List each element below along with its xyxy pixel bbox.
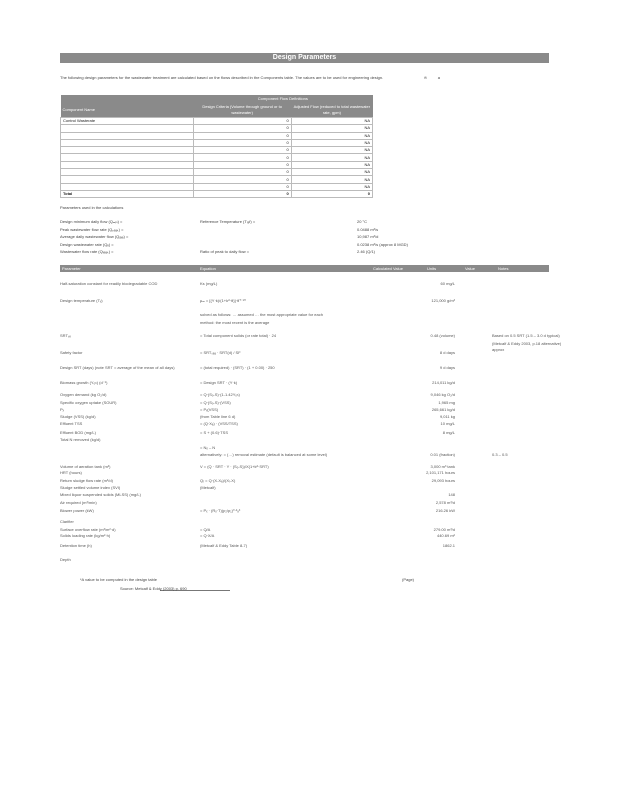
table-cell[interactable]: 0	[193, 169, 291, 176]
calc-label: Design wastewater rate (Qₑ) =	[60, 241, 114, 247]
parameter-cell-p: Detention time (h)	[60, 543, 92, 548]
table-row	[61, 125, 373, 132]
hdr-notes: Notes	[498, 266, 509, 271]
parameter-cell-v[interactable]: 60 mg/L	[440, 281, 455, 286]
parameter-cell-n: approx	[492, 347, 505, 352]
parameter-cell-e: (Metcalf)	[200, 485, 216, 490]
table-cell[interactable]: NA	[291, 169, 372, 176]
parameter-cell-p: Solids loading rate (kg/m²·h)	[60, 533, 111, 538]
parameter-cell-n: (Metcalf & Eddy 2003, p.18 alternative)	[492, 341, 562, 346]
parameter-cell-p: Half-saturation constant for readily biodegradable COD	[60, 281, 158, 286]
parameter-cell-v[interactable]: 0.01 (fraction)	[430, 452, 455, 457]
table-cell[interactable]: NA	[291, 147, 372, 154]
parameter-cell-v[interactable]: 10 mg/L	[440, 421, 455, 426]
parameter-cell-e: (Metcalf & Eddy Table 8-7)	[200, 543, 248, 548]
table-cell[interactable]: NA	[291, 154, 372, 161]
parameter-cell-p: Blower power (kW)	[60, 508, 94, 513]
calc-heading: Parameters used in the calculations	[60, 205, 124, 210]
parameter-cell-p: Clarifier	[60, 519, 74, 524]
table-row	[61, 183, 373, 190]
table-cell[interactable]	[61, 154, 194, 161]
footer-source: Source: Metcalf & Eddy (2003) p. 690	[120, 586, 187, 591]
parameter-cell-p: Design temperature (Tᵥ)	[60, 298, 103, 303]
intro-text	[60, 75, 549, 80]
parameter-cell-v[interactable]: 148	[448, 492, 455, 497]
parameter-cell-p: Air required (m³/min)	[60, 500, 97, 505]
parameter-cell-p: Total N removed (kg/d)	[60, 437, 101, 442]
calc-label: Peak wastewater flow rate (Qₚₑₐₖ) =	[60, 226, 124, 232]
calc-value: 10,987 m³/d	[357, 234, 379, 239]
parameter-cell-v[interactable]: 1862.1	[442, 543, 455, 548]
parameter-cell-n: 0.3 – 0.5	[492, 452, 508, 457]
parameter-cell-p: HRT (hours)	[60, 470, 82, 475]
parameter-cell-p: SRTₛₑ	[60, 333, 71, 338]
parameter-cell-e: (from Table line 6 d)	[200, 414, 236, 419]
intro-tail-2: a	[437, 75, 440, 80]
parameter-cell-v[interactable]: 0.48 (volume)	[430, 333, 455, 338]
parameter-cell-e: = Q·(Sₒ-S)·(1-1.42Yₒₕ)	[200, 392, 240, 397]
parameter-cell-e: = Pₓ(VSS)	[200, 407, 219, 412]
table-cell[interactable]: 0	[193, 161, 291, 168]
parameter-cell-p: Effluent BOD (mg/L)	[60, 430, 96, 435]
parameter-cell-e: = Q·(Sₒ-S)·(VSS)	[200, 400, 231, 405]
parameter-cell-v[interactable]: 279.00 m³/d	[433, 527, 455, 532]
parameter-cell-e: = Total component solids (or rate total) · 24	[200, 333, 277, 338]
parameter-cell-e: alternatively: = (…) removal estimate (default is balanced at some level)	[200, 452, 328, 457]
parameter-cell-v[interactable]: 9,046 kg O₂/d	[430, 392, 455, 397]
total-cell: Total	[61, 190, 194, 197]
parameter-cell-e: = (total required) · (SRT) · (1 + 0.00) · 250	[200, 365, 275, 370]
calc-value: 20 °C	[357, 219, 368, 224]
footer-right: (Page)	[402, 577, 415, 582]
table-cell[interactable]: 0	[193, 183, 291, 190]
table-row	[61, 132, 373, 139]
parameter-cell-e: method: the most recent is the average	[200, 320, 270, 325]
parameter-cell-v[interactable]: 440.69 m²	[436, 533, 455, 538]
components-table	[60, 95, 373, 198]
table-cell[interactable]: 0	[193, 139, 291, 146]
parameter-cell-p: Safety factor	[60, 350, 83, 355]
parameter-cell-v[interactable]: 8 mg/L	[442, 430, 455, 435]
table-cell[interactable]: 0	[193, 147, 291, 154]
comp-header-top: Component Flow Definitions	[193, 95, 372, 103]
parameter-cell-v[interactable]: 265,661 kg/d	[431, 407, 455, 412]
comp-col2-header: Design Criteria (Volume through ground or to wastewater)	[193, 103, 291, 118]
parameter-cell-p: Sludge (VSS) (kg/d)	[60, 414, 96, 419]
parameter-cell-p: Depth	[60, 557, 71, 562]
total-row	[61, 190, 373, 197]
parameter-cell-v[interactable]: 216.26 kW	[435, 508, 455, 513]
comp-header-blank	[61, 95, 194, 103]
parameter-cell-v[interactable]: 2,101,171 hours	[426, 470, 455, 475]
table-row	[61, 176, 373, 183]
parameter-cell-e: = Pₓ · (Rₒ·T)(p₂/p₁)⁰·²₈³	[200, 508, 241, 513]
table-cell[interactable]: NA	[291, 161, 372, 168]
parameter-cell-p: Biomass growth (Yₒₕ) (d⁻¹)	[60, 380, 108, 385]
parameter-cell-e: = S + (0.6)·TSS	[200, 430, 229, 435]
parameter-cell-e: solved as follows: … assumed … the most appropriate value for each	[200, 312, 323, 317]
hdr-parameter: Parameter	[62, 266, 81, 271]
hdr-calculated: Calculated Value	[373, 266, 403, 271]
parameter-cell-e: = Q·X/A	[200, 533, 215, 538]
parameter-cell-p: Effluent TSS	[60, 421, 83, 426]
table-row	[61, 154, 373, 161]
calc-value: 0.0238 m³/s (approx 8 MGD)	[357, 241, 408, 247]
calc-label: Design minimum daily flow (Qₘᵢₙ) =	[60, 219, 123, 224]
parameter-cell-e: Ks (mg/L)	[200, 281, 218, 286]
parameter-cell-e: = (Q·Xₑ) · (VSS/TSS)	[200, 421, 238, 426]
table-cell[interactable]: NA	[291, 118, 372, 125]
table-cell[interactable]	[61, 139, 194, 146]
table-row	[61, 147, 373, 154]
table-row	[61, 139, 373, 146]
table-cell[interactable]: Control Wasterate	[61, 118, 194, 125]
comp-col1-header: Component Name	[61, 103, 194, 118]
parameter-cell-e: = Design SRT · (Y·k)	[200, 380, 238, 385]
footer-left: *A value to be computed in the design table	[80, 577, 157, 582]
parameter-cell-v[interactable]: 29,093 hours	[431, 478, 455, 483]
table-cell[interactable]: NA	[291, 139, 372, 146]
parameter-cell-v[interactable]: 214,011 kg/d	[432, 380, 455, 385]
total-cell: 0	[193, 190, 291, 197]
hdr-value: Value	[465, 266, 475, 271]
parameter-cell-v[interactable]: 9,011 kg	[439, 414, 455, 419]
parameter-cell-v[interactable]: 9 d days	[439, 365, 455, 370]
calc-mid: Ratio of peak to daily flow =	[200, 249, 250, 254]
table-cell[interactable]: 0	[193, 154, 291, 161]
parameter-cell-e: = Nₒ – N	[200, 445, 216, 450]
parameter-cell-v[interactable]: 1,965 mg	[438, 400, 455, 405]
parameter-cell-p: Volume of aeration tank (m³)	[60, 464, 111, 469]
table-row	[61, 169, 373, 176]
intro-tail: ft	[424, 75, 427, 80]
parameter-table-header	[60, 265, 549, 272]
page-title: Design Parameters	[60, 53, 549, 63]
parameter-cell-v[interactable]: 2,578 m³/d	[435, 500, 455, 505]
parameter-cell-p: Oxygen demand (kg O₂/d)	[60, 392, 107, 397]
table-cell[interactable]: 0	[193, 176, 291, 183]
parameter-cell-v[interactable]: 8 d days	[439, 350, 455, 355]
table-cell[interactable]: 0	[193, 125, 291, 132]
table-row	[61, 161, 373, 168]
parameter-cell-v[interactable]: 3,000 m³ tank	[430, 464, 455, 469]
calc-value: 0.0488 m³/s	[357, 226, 379, 232]
calc-value: 2.46 (Q/1)	[357, 249, 376, 254]
hdr-units: Units	[427, 266, 437, 271]
calc-label: Average daily wastewater flow (Qₐᵥₑ) =	[60, 234, 129, 239]
parameter-cell-e: = SRTₛₑₐ · SRT(d) / SF	[200, 350, 241, 355]
table-cell[interactable]: NA	[291, 132, 372, 139]
parameter-cell-n: Based on 0.5 SRT (1.5 – 3.0 d typical)	[492, 333, 560, 338]
parameter-cell-p: Sludge settled volume index (SVI)	[60, 485, 121, 490]
parameter-cell-v[interactable]: 121,000 g/m³	[431, 298, 455, 303]
parameter-cell-e: V = (Q · SRT · Y · (Sₒ-S))/X(1+kᵈ·SRT)	[200, 464, 269, 469]
table-cell[interactable]: NA	[291, 176, 372, 183]
parameter-cell-p: Design SRT (days) (note SRT = average of the mean of all days)	[60, 365, 175, 370]
table-cell[interactable]: NA	[291, 183, 372, 190]
parameter-cell-e: Qᵣ = Q·(X-Xₑ)/(Xᵣ-X)	[200, 478, 236, 483]
components-body	[61, 118, 373, 198]
table-cell[interactable]: 0	[193, 132, 291, 139]
parameter-cell-e: = Q/A	[200, 527, 211, 532]
table-row	[61, 118, 373, 125]
parameter-cell-p: Mixed liquor suspended solids (MLSS) (mg/L)	[60, 492, 141, 497]
table-cell[interactable]	[61, 183, 194, 190]
parameter-cell-p: Return sludge flow rate (m³/d)	[60, 478, 113, 483]
table-cell[interactable]	[61, 147, 194, 154]
table-cell[interactable]	[61, 176, 194, 183]
parameter-cell-p: Surface overflow rate (m³/m²·d)	[60, 527, 116, 532]
parameter-cell-p: Specific oxygen uptake (SOUR)	[60, 400, 117, 405]
table-cell[interactable]	[61, 169, 194, 176]
intro-sentence: The following design parameters for the wastewater treatment are calculated based on the flows described in the Components table. The values are to be used for engineering design.	[60, 75, 384, 80]
table-cell[interactable]	[61, 161, 194, 168]
parameter-cell-p: Pₓ	[60, 407, 64, 412]
table-cell[interactable]: 0	[193, 118, 291, 125]
parameter-cell-e: μₘ = [(Y·k)/(1+kᵈ·θ)]·θᵀ⁻²⁰	[200, 298, 246, 303]
table-cell[interactable]: NA	[291, 125, 372, 132]
table-cell[interactable]	[61, 132, 194, 139]
table-cell[interactable]	[61, 125, 194, 132]
total-cell: 0	[291, 190, 372, 197]
calc-mid: Reference Temperature (Tᵣₑf) =	[200, 219, 256, 224]
hdr-equation: Equation	[200, 266, 216, 271]
calc-label: Wastewater flow rate (Qᵥₑₐₖ) =	[60, 249, 114, 254]
comp-col3-header: Adjusted Flow (reduced to total wastewater rate, gpm)	[291, 103, 372, 118]
